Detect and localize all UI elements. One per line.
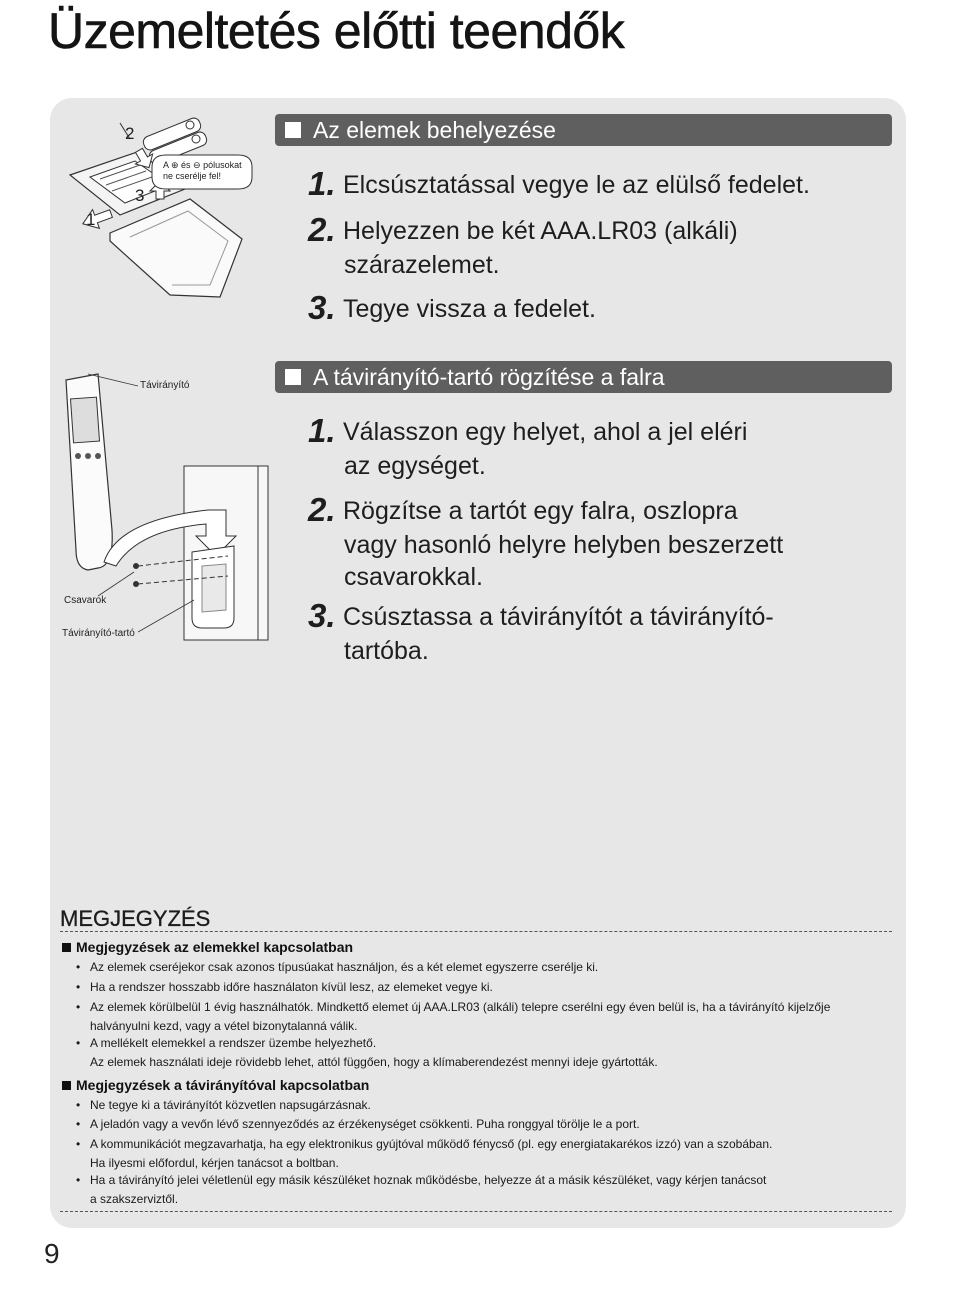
battery-step-1: 1. Elcsúsztatással vegye le az elülső fedelet.: [308, 165, 810, 202]
square-bullet-icon: [285, 122, 301, 138]
holder-step-2: 2. Rögzítse a tartót egy falra, oszlopra vagy hasonló helyre helyben beszerzett csavarokkal.: [308, 491, 784, 591]
note-item: • Az elemek körülbelül 1 évig használhatók. Mindkettő elemet új AAA.LR03 (alkáli) telepre cserélni egy éven belül is, ha a távirányító kijelzője halványulni kezd, vagy a vétel bizonytalanná válik.: [76, 1000, 831, 1033]
label-remote: Távirányító: [140, 380, 190, 391]
battery-step-2: 2. Helyezzen be két AAA.LR03 (alkáli) szárazelemet.: [308, 211, 738, 279]
square-bullet-icon: [62, 943, 71, 952]
page-title: Üzemeltetés előtti teendők: [48, 3, 625, 59]
section-heading-holder: A távirányító-tartó rögzítése a falra: [275, 361, 892, 393]
note-item: • A mellékelt elemekkel a rendszer üzembe helyezhető. Az elemek használati ideje rövidebb lehet, attól függően, hogy a klímaberendezést mennyi ideje gyártották.: [76, 1036, 658, 1069]
note-item: • A kommunikációt megzavarhatja, ha egy elektronikus gyújtóval működő fénycső (pl. egy energiatakarékos izzó) van a szobában. Ha ilyesmi előfordul, kérjen tanácsot a boltban.: [76, 1137, 773, 1170]
notes-group-batteries: Megjegyzések az elemekkel kapcsolatban: [62, 939, 353, 955]
notes-divider-bottom: [60, 1211, 892, 1212]
note-item: • Az elemek cseréjekor csak azonos típusúakat használjon, és a két elemet egyszerre cserélje ki.: [76, 960, 599, 974]
holder-mounting-illustration: [58, 370, 273, 660]
notes-divider-top: [60, 931, 892, 932]
label-screws: Csavarok: [64, 595, 107, 606]
note-item: • Ha a rendszer hosszabb időre használaton kívül lesz, az elemeket vegye ki.: [76, 980, 493, 994]
page-number: 9: [44, 1238, 60, 1269]
notes-group-remote: Megjegyzések a távirányítóval kapcsolatban: [62, 1077, 369, 1093]
square-bullet-icon: [62, 1081, 71, 1090]
holder-step-1: 1. Válasszon egy helyet, ahol a jel eléri az egységet.: [308, 412, 748, 480]
callout-1: 1: [86, 210, 96, 229]
note-item: • Ha a távirányító jelei véletlenül egy másik készüléket hoznak működésbe, helyezze át a másik készüléket, vagy kérjen tanácsot a szakszerviztől.: [76, 1173, 767, 1206]
notes-heading: MEGJEGYZÉS: [60, 906, 211, 931]
callout-2: 2: [125, 124, 135, 143]
note-item: • A jeladón vagy a vevőn lévő szennyeződés az érzékenységet csökkenti. Puha ronggyal törölje le a port.: [76, 1117, 640, 1131]
label-holder: Távirányító-tartó: [62, 628, 135, 639]
polarity-note: A ⊕ és ⊖ pólusokat ne cserélje fel!: [163, 160, 242, 181]
square-bullet-icon: [285, 369, 301, 385]
callout-3: 3: [135, 186, 145, 205]
section-heading-battery: Az elemek behelyezése: [275, 114, 892, 146]
note-item: • Ne tegye ki a távirányítót közvetlen napsugárzásnak.: [76, 1098, 371, 1112]
holder-step-3: 3. Csúsztassa a távirányítót a távirányító- tartóba.: [308, 597, 774, 665]
battery-step-3: 3. Tegye vissza a fedelet.: [308, 289, 596, 326]
